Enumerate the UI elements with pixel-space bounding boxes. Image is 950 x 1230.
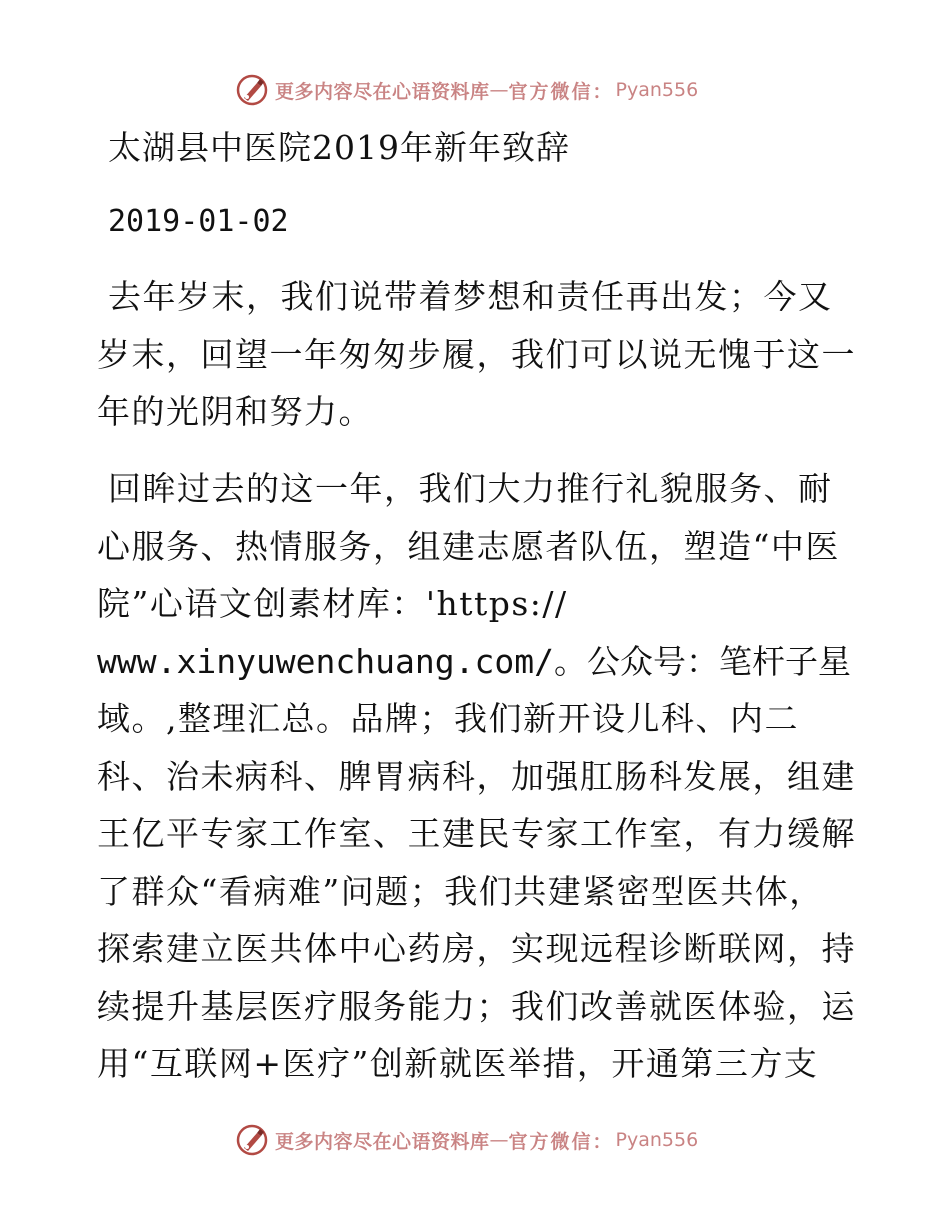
banner-dash: — — [489, 1129, 509, 1151]
header-banner — [235, 72, 698, 108]
paragraph-2 — [97, 460, 857, 1093]
paragraph-line: 科、治未病科、脾胃病科，加强肛肠科发展，组建 — [97, 756, 856, 796]
paragraph-line: 岁末，回望一年匆匆步履，我们可以说无愧于这一 — [97, 334, 856, 374]
paragraph-line: 回眸过去的这一年，我们大力推行礼貌服务、耐 — [108, 469, 833, 508]
document-title: 太湖县中医院2019年新年致辞 — [108, 128, 570, 167]
paragraph-line: 去年岁末，我们说带着梦想和责任再出发；今又 — [108, 277, 833, 316]
footer-banner — [235, 1122, 698, 1158]
paragraph-line: 年的光阴和努力。 — [97, 392, 373, 431]
banner-brand-text: 更多内容尽在心语资料库 — [275, 1130, 490, 1153]
paragraph-line: 用“互联网+医疗”创新就医举措，开通第三方支 — [97, 1044, 819, 1083]
paragraph-line: 探索建立医共体中心药房，实现远程诊断联网，持 — [97, 929, 856, 968]
document-date: 2019-01-02 — [108, 204, 289, 239]
banner-dash: — — [489, 79, 509, 101]
banner-wechat-id: Pyan556 — [615, 1129, 699, 1151]
paragraph-line: 域。,整理汇总。品牌；我们新开设儿科、内二 — [97, 699, 799, 738]
pen-logo-icon — [235, 73, 269, 107]
paragraph-line: 了群众“看病难”问题；我们共建紧密型医共体， — [97, 871, 824, 911]
banner-wechat-id: Pyan556 — [615, 79, 699, 101]
banner-wechat-label: 官方微信： — [508, 80, 614, 103]
paragraph-1 — [97, 268, 857, 441]
pen-logo-icon — [235, 1123, 269, 1157]
banner-brand-text: 更多内容尽在心语资料库 — [275, 80, 490, 103]
paragraph-line: 王亿平专家工作室、王建民专家工作室，有力缓解 — [97, 814, 856, 853]
paragraph-line: 续提升基层医疗服务能力；我们改善就医体验，运 — [97, 986, 856, 1026]
paragraph-line: 心服务、热情服务，组建志愿者队伍，塑造“中医 — [97, 526, 840, 566]
paragraph-line: 院”心语文创素材库：'https:// — [97, 584, 568, 623]
banner-wechat-label: 官方微信： — [508, 1130, 614, 1153]
paragraph-line-url: www.xinyuwenchuang.com/。公众号：笔杆子星 — [97, 641, 851, 681]
